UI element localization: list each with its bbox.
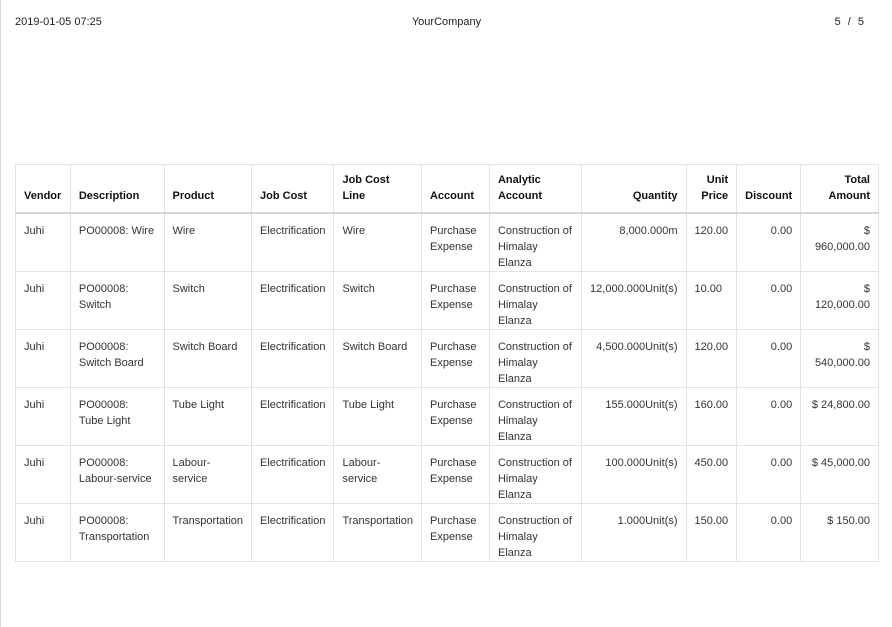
cell-total-amount: $ 540,000.00 bbox=[801, 329, 879, 387]
column-header-analytic-account: Analytic Account bbox=[489, 165, 581, 213]
cell-account: Purchase Expense bbox=[421, 329, 489, 387]
cell-total-amount: $ 24,800.00 bbox=[801, 387, 879, 445]
cell-unit-price: 120.00 bbox=[686, 329, 737, 387]
cell-vendor: Juhi bbox=[16, 445, 71, 503]
cell-unit-price: 450.00 bbox=[686, 445, 737, 503]
cell-discount: 0.00 bbox=[737, 271, 801, 329]
cell-job-cost-line: Tube Light bbox=[334, 387, 422, 445]
table-header-row bbox=[16, 165, 879, 213]
column-header-discount: Discount bbox=[737, 165, 801, 213]
cell-product: Labour-service bbox=[164, 445, 252, 503]
cell-account: Purchase Expense bbox=[421, 271, 489, 329]
column-header-quantity: Quantity bbox=[582, 165, 686, 213]
cell-job-cost-line: Transportation bbox=[334, 503, 422, 561]
table-row bbox=[16, 271, 879, 329]
cell-product: Switch Board bbox=[164, 329, 252, 387]
cell-account: Purchase Expense bbox=[421, 387, 489, 445]
column-header-unit-price: Unit Price bbox=[686, 165, 737, 213]
cell-total-amount: $ 45,000.00 bbox=[801, 445, 879, 503]
cell-job-cost: Electrification bbox=[252, 387, 334, 445]
cell-discount: 0.00 bbox=[737, 503, 801, 561]
cell-unit-price: 160.00 bbox=[686, 387, 737, 445]
cell-quantity: 4,500.000Unit(s) bbox=[582, 329, 686, 387]
cell-unit-price: 150.00 bbox=[686, 503, 737, 561]
cell-analytic-account: Construction of Himalay Elanza bbox=[489, 213, 581, 272]
column-header-job-cost-line: Job Cost Line bbox=[334, 165, 422, 213]
cell-product: Wire bbox=[164, 213, 252, 272]
cell-analytic-account: Construction of Himalay Elanza bbox=[489, 445, 581, 503]
purchase-lines-table bbox=[15, 164, 879, 562]
cell-analytic-account: Construction of Himalay Elanza bbox=[489, 329, 581, 387]
cell-job-cost-line: Labour-service bbox=[334, 445, 422, 503]
column-header-product: Product bbox=[164, 165, 252, 213]
page-total: 5 bbox=[857, 16, 864, 28]
cell-quantity: 1.000Unit(s) bbox=[582, 503, 686, 561]
page-separator: / bbox=[847, 16, 851, 28]
cell-discount: 0.00 bbox=[737, 445, 801, 503]
cell-job-cost: Electrification bbox=[252, 445, 334, 503]
column-header-vendor: Vendor bbox=[16, 165, 71, 213]
page-edge bbox=[0, 0, 1, 627]
cell-description: PO00008: Labour-service bbox=[70, 445, 164, 503]
cell-account: Purchase Expense bbox=[421, 503, 489, 561]
cell-discount: 0.00 bbox=[737, 329, 801, 387]
cell-product: Transportation bbox=[164, 503, 252, 561]
cell-description: PO00008: Transportation bbox=[70, 503, 164, 561]
print-datetime: 2019-01-05 07:25 bbox=[15, 16, 102, 28]
cell-product: Switch bbox=[164, 271, 252, 329]
cell-job-cost: Electrification bbox=[252, 213, 334, 272]
table-row bbox=[16, 329, 879, 387]
cell-vendor: Juhi bbox=[16, 213, 71, 272]
cell-quantity: 100.000Unit(s) bbox=[582, 445, 686, 503]
page-header bbox=[15, 15, 878, 31]
cell-product: Tube Light bbox=[164, 387, 252, 445]
table-row bbox=[16, 213, 879, 272]
column-header-description: Description bbox=[70, 165, 164, 213]
cell-vendor: Juhi bbox=[16, 387, 71, 445]
cell-description: PO00008: Switch Board bbox=[70, 329, 164, 387]
cell-analytic-account: Construction of Himalay Elanza bbox=[489, 271, 581, 329]
cell-total-amount: $ 150.00 bbox=[801, 503, 879, 561]
column-header-total-amount: Total Amount bbox=[801, 165, 879, 213]
cell-quantity: 12,000.000Unit(s) bbox=[582, 271, 686, 329]
cell-vendor: Juhi bbox=[16, 329, 71, 387]
cell-quantity: 155.000Unit(s) bbox=[582, 387, 686, 445]
company-name: YourCompany bbox=[411, 16, 482, 28]
cell-description: PO00008: Tube Light bbox=[70, 387, 164, 445]
table-row bbox=[16, 387, 879, 445]
table-row bbox=[16, 445, 879, 503]
column-header-job-cost: Job Cost bbox=[252, 165, 334, 213]
column-header-account: Account bbox=[421, 165, 489, 213]
cell-job-cost: Electrification bbox=[252, 503, 334, 561]
cell-job-cost: Electrification bbox=[252, 329, 334, 387]
cell-job-cost-line: Switch bbox=[334, 271, 422, 329]
cell-job-cost: Electrification bbox=[252, 271, 334, 329]
table-row bbox=[16, 503, 879, 561]
cell-account: Purchase Expense bbox=[421, 445, 489, 503]
cell-total-amount: $ 120,000.00 bbox=[801, 271, 879, 329]
cell-job-cost-line: Switch Board bbox=[334, 329, 422, 387]
cell-analytic-account: Construction of Himalay Elanza bbox=[489, 503, 581, 561]
cell-vendor: Juhi bbox=[16, 503, 71, 561]
cell-vendor: Juhi bbox=[16, 271, 71, 329]
page-counter bbox=[835, 15, 864, 29]
cell-discount: 0.00 bbox=[737, 213, 801, 272]
cell-analytic-account: Construction of Himalay Elanza bbox=[489, 387, 581, 445]
cell-job-cost-line: Wire bbox=[334, 213, 422, 272]
cell-description: PO00008: Wire bbox=[70, 213, 164, 272]
cell-discount: 0.00 bbox=[737, 387, 801, 445]
cell-unit-price: 120.00 bbox=[686, 213, 737, 272]
cell-unit-price: 10.00 bbox=[686, 271, 737, 329]
cell-description: PO00008: Switch bbox=[70, 271, 164, 329]
cell-quantity: 8,000.000m bbox=[582, 213, 686, 272]
cell-account: Purchase Expense bbox=[421, 213, 489, 272]
cell-total-amount: $ 960,000.00 bbox=[801, 213, 879, 272]
page-number: 5 bbox=[834, 16, 841, 28]
